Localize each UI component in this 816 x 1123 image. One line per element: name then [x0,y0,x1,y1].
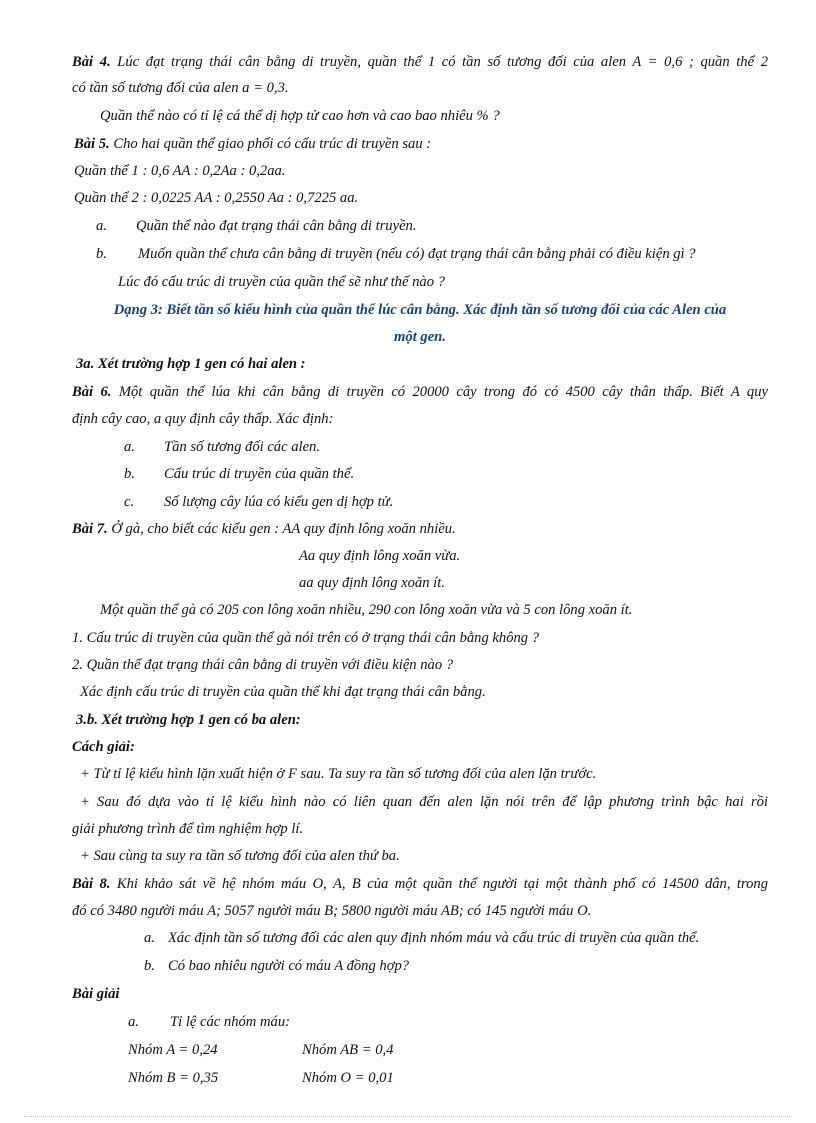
bai6-item-b-label: b. [124,466,135,482]
nhom-a-value: Nhóm A = 0,24 [128,1042,218,1058]
bai4-line1 [72,52,768,72]
cach-giai-step1: + Từ tỉ lệ kiểu hình lặn xuất hiện ở F sau. Ta suy ra tần số tương đối của alen lặn trước. [80,766,597,782]
page-bottom-divider [24,1116,792,1117]
bai8-b-text: Có bao nhiêu người có máu A đồng hợp? [168,958,410,974]
bai5-line1 [74,134,431,154]
section-3b-heading: 3.b. Xét trường hợp 1 gen có ba alen: [76,712,301,728]
bai5-b-text: Muốn quần thể chưa cân bằng di truyền (nếu có) đạt trạng thái cân bằng phải có điều kiện gì ? [138,246,696,262]
bai6-line1 [72,382,768,402]
bai-giai-a-label: a. [128,1014,139,1030]
bai6-item-a-text: Tần số tương đối các alen. [164,439,320,455]
bai5-qt1: Quần thể 1 : 0,6 AA : 0,2Aa : 0,2aa. [74,163,286,179]
bai5-text: Cho hai quần thể giao phối có cấu trúc di truyền sau : [109,136,432,152]
nhom-b-value: Nhóm B = 0,35 [128,1070,219,1086]
bai5-a-text: Quần thể nào đạt trạng thái cân bằng di truyền. [136,218,417,234]
bai8-line1 [72,874,768,894]
bai8-a-label: a. [144,930,155,946]
nhom-o-value: Nhóm O = 0,01 [302,1070,394,1086]
bai6-item-c-label: c. [124,494,135,510]
bai5-a-label: a. [96,218,107,234]
bai-giai-a-text: Tỉ lệ các nhóm máu: [170,1014,290,1030]
bai6-line2: định cây cao, a quy định cây thấp. Xác định: [72,411,334,427]
bai7-text: Ở gà, cho biết các kiểu gen : AA quy định lông xoăn nhiều. [107,521,456,537]
bai7-q1: 1. Cấu trúc di truyền của quần thể gà nói trên có ở trạng thái cân bằng không ? [72,630,540,646]
bai4-text: Lúc đạt trạng thái cân bằng di truyền, quần thể 1 có tần số tương đối của alen A = 0,6 ; quần thể 2 [110,54,768,70]
nhom-ab-value: Nhóm AB = 0,4 [302,1042,394,1058]
bai4-label: Bài 4. [72,54,111,70]
bai5-label: Bài 5. [74,136,110,152]
bai5-b-text2: Lúc đó cấu trúc di truyền của quần thể sẽ như thế nào ? [118,274,445,290]
dang3-heading-line2: một gen. [394,329,446,345]
bai5-b-label: b. [96,246,107,262]
bai8-line2: đó có 3480 người máu A; 5057 người máu B; 5800 người máu AB; có 145 người máu O. [72,903,592,919]
bai6-item-a-label: a. [124,439,135,455]
bai8-a-text: Xác định tần số tương đối các alen quy định nhóm máu và cấu trúc di truyền của quần thể. [168,930,700,946]
bai4-line2: có tần số tương đối của alen a = 0,3. [72,80,289,96]
bai8-b-label: b. [144,958,155,974]
bai7-line2: Aa quy định lông xoăn vừa. [299,548,461,564]
cach-giai-title: Cách giải: [72,739,135,755]
bai7-q3: Xác định cấu trúc di truyền của quần thể khi đạt trạng thái cân bằng. [80,684,486,700]
bai7-q2: 2. Quần thể đạt trạng thái cân bằng di truyền với điều kiện nào ? [72,657,454,673]
bai6-item-b-text: Cấu trúc di truyền của quần thể. [164,466,355,482]
bai6-label: Bài 6. [72,384,112,400]
section-3a-heading: 3a. Xét trường hợp 1 gen có hai alen : [76,356,306,372]
bai6-text: Một quần thể lúa khi cân bằng di truyền có 20000 cây trong đó có 4500 cây thân thấp. Biết A quy [111,384,768,400]
bai-giai-title: Bài giải [72,986,120,1002]
bai7-line3: aa quy định lông xoăn ít. [299,575,445,591]
bai4-question: Quần thể nào có tỉ lệ cá thể dị hợp tử cao hơn và cao bao nhiêu % ? [100,108,500,124]
bai7-line4: Một quần thể gà có 205 con lông xoăn nhiều, 290 con lông xoăn vừa và 5 con lông xoăn ít. [100,602,633,618]
dang3-heading-line1: Dạng 3: Biết tần số kiểu hình của quần thể lúc cân bằng. Xác định tần số tương đối của các Alen của [113,302,727,318]
bai6-item-c-text: Số lượng cây lúa có kiểu gen dị hợp tử. [164,494,394,510]
bai8-label: Bài 8. [72,876,111,892]
bai7-line1 [72,519,456,539]
bai5-qt2: Quần thể 2 : 0,0225 AA : 0,2550 Aa : 0,7225 aa. [74,190,359,206]
cach-giai-step2b: giải phương trình để tìm nghiệm hợp lí. [72,821,304,837]
bai8-text: Khi khảo sát về hệ nhóm máu O, A, B của một quần thể người tại một thành phố có 14500 dân, trong [110,876,768,892]
cach-giai-step2a: + Sau đó dựa vào tỉ lệ kiểu hình nào có liên quan đến alen lặn nói trên để lập phương trình bậc hai rồi [80,794,768,810]
cach-giai-step3: + Sau cùng ta suy ra tần số tương đối của alen thứ ba. [80,848,400,864]
bai7-label: Bài 7. [72,521,108,537]
